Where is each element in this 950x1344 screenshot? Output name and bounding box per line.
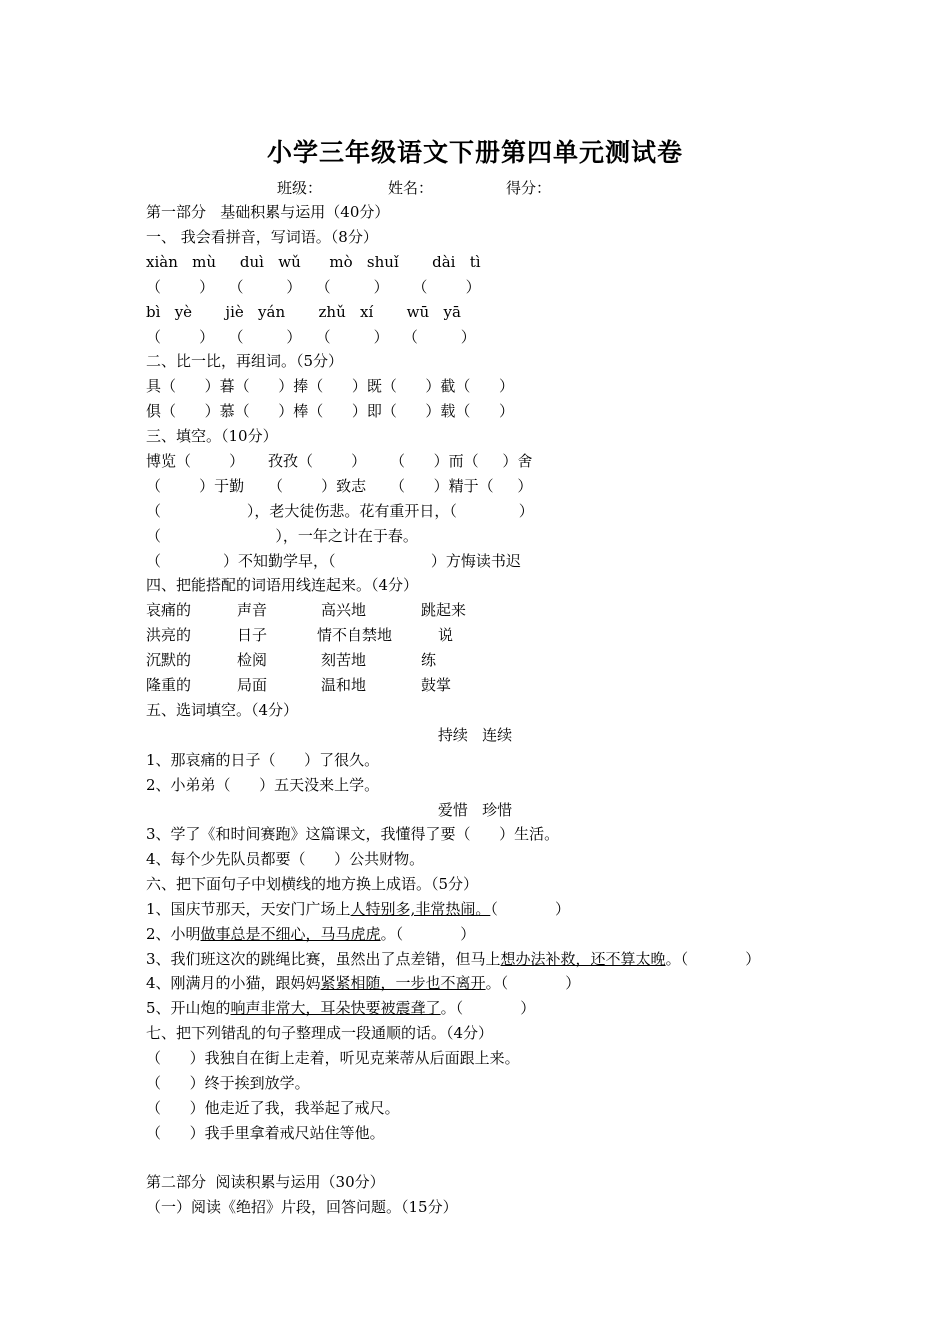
q4-col4-item: 说 — [438, 626, 454, 644]
q4-col1-item: 哀痛的 — [146, 601, 192, 619]
q1-heading: 一、 我会看拼音，写词语。（8分） — [146, 228, 378, 246]
q6-answer-blank: 。（ ） — [485, 974, 581, 992]
q1-blank-row1: （ ） （ ） （ ） （ ） — [146, 278, 481, 296]
q4-col4-item: 跳起来 — [421, 601, 467, 619]
q3-row3: （ ），老大徒伤悲。花有重开日，（ ） — [146, 502, 534, 520]
q6-item-text: 3、我们班这次的跳绳比赛，虽然出了点差错，但马上 — [146, 950, 501, 968]
q6-item — [146, 949, 760, 969]
q6-item-text: 2、小明 — [146, 925, 201, 943]
q1-blank-row2: （ ） （ ） （ ） （ ） — [146, 328, 476, 346]
q5-word-choices-1: 持续 连续 — [437, 726, 513, 744]
q5-word-choices-2: 爱惜 珍惜 — [437, 801, 513, 819]
q4-heading: 四、把能搭配的词语用线连起来。（4分） — [146, 576, 419, 594]
q6-answer-blank: 。（ ） — [665, 950, 761, 968]
part2-section1-heading: （一）阅读《绝招》片段，回答问题。（15分） — [146, 1198, 458, 1216]
page-title: 小学三年级语文下册第四单元测试卷 — [266, 138, 683, 167]
score-label: 得分： — [506, 179, 552, 197]
q6-item-text: 4、刚满月的小猫，跟妈妈 — [146, 974, 321, 992]
q3-row5: （ ）不知勤学早，（ ）方悔读书迟 — [146, 552, 521, 570]
q6-underlined-text: 人特别多,非常热闹。 — [350, 900, 491, 918]
q7-item: （ ）终于挨到放学。 — [146, 1074, 310, 1092]
q6-underlined-text: 响声非常大，耳朵快要被震聋了 — [230, 999, 441, 1017]
q6-answer-blank: （ ） — [490, 900, 571, 918]
q7-item: （ ）我独自在街上走着，听见克莱蒂从后面跟上来。 — [146, 1049, 520, 1067]
q1-pinyin-row1: xiàn mù duì wǔ mò shuǐ dài tì — [146, 253, 481, 271]
q7-heading: 七、把下列错乱的句子整理成一段通顺的话。（4分） — [146, 1024, 494, 1042]
q4-col4-item: 鼓掌 — [421, 676, 452, 694]
q4-col4-item: 练 — [421, 651, 437, 669]
q6-item — [146, 998, 535, 1018]
q5-heading: 五、选词填空。（4分） — [146, 701, 299, 719]
q6-answer-blank: 。（ ） — [380, 925, 476, 943]
q5-item: 4、每个少先队员都要（ ）公共财物。 — [146, 850, 425, 868]
q6-heading: 六、把下面句子中划横线的地方换上成语。（5分） — [146, 875, 479, 893]
q2-row1: 具（ ）暮（ ）捧（ ）既（ ）截（ ） — [146, 377, 515, 395]
q6-underlined-text: 想办法补救，还不算太晚 — [500, 950, 666, 968]
q4-col3-item: 刻苦地 — [321, 651, 367, 669]
q4-col2-item: 日子 — [237, 626, 268, 644]
q3-row4: （ ），一年之计在于春。 — [146, 527, 418, 545]
part2-heading: 第二部分 阅读积累与运用（30分） — [146, 1173, 385, 1191]
q6-item-text: 5、开山炮的 — [146, 999, 231, 1017]
q6-underlined-text: 做事总是不细心，马马虎虎 — [200, 925, 381, 943]
q6-underlined-text: 紧紧相随，一步也不离开 — [320, 974, 486, 992]
q4-col1-item: 隆重的 — [146, 676, 192, 694]
q2-heading: 二、比一比，再组词。（5分） — [146, 352, 344, 370]
q3-row2: （ ）于勤 （ ）致志 （ ）精于（ ） — [146, 477, 533, 495]
q4-col2-item: 检阅 — [237, 651, 268, 669]
q4-col1-item: 沉默的 — [146, 651, 192, 669]
class-label: 班级： — [277, 179, 323, 197]
q3-row1: 博览（ ） 孜孜（ ） （ ）而（ ）舍 — [146, 452, 533, 470]
q5-item: 1、那哀痛的日子（ ）了很久。 — [146, 751, 380, 769]
name-label: 姓名： — [388, 179, 434, 197]
q4-col3-item: 温和地 — [321, 676, 367, 694]
q4-col1-item: 洪亮的 — [146, 626, 192, 644]
q6-answer-blank: 。（ ） — [440, 999, 536, 1017]
q6-item-text: 1、国庆节那天，天安门广场上 — [146, 900, 351, 918]
q7-item: （ ）他走近了我，我举起了戒尺。 — [146, 1099, 400, 1117]
q4-col3-item: 情不自禁地 — [317, 626, 393, 644]
q7-item: （ ）我手里拿着戒尺站住等他。 — [146, 1124, 385, 1142]
part1-heading: 第一部分 基础积累与运用（40分） — [146, 203, 390, 221]
q4-col3-item: 高兴地 — [321, 601, 367, 619]
q4-col2-item: 局面 — [237, 676, 268, 694]
q5-item: 3、学了《和时间赛跑》这篇课文，我懂得了要（ ）生活。 — [146, 825, 560, 843]
q4-col2-item: 声音 — [237, 601, 268, 619]
q3-heading: 三、填空。（10分） — [146, 427, 278, 445]
q6-item — [146, 924, 475, 944]
q5-item: 2、小弟弟（ ）五天没来上学。 — [146, 776, 380, 794]
q6-item — [146, 973, 580, 993]
q6-item — [146, 899, 570, 919]
q2-row2: 俱（ ）慕（ ）棒（ ）即（ ）载（ ） — [146, 402, 515, 420]
q1-pinyin-row2: bì yè jiè yán zhǔ xí wū yā — [146, 303, 461, 321]
